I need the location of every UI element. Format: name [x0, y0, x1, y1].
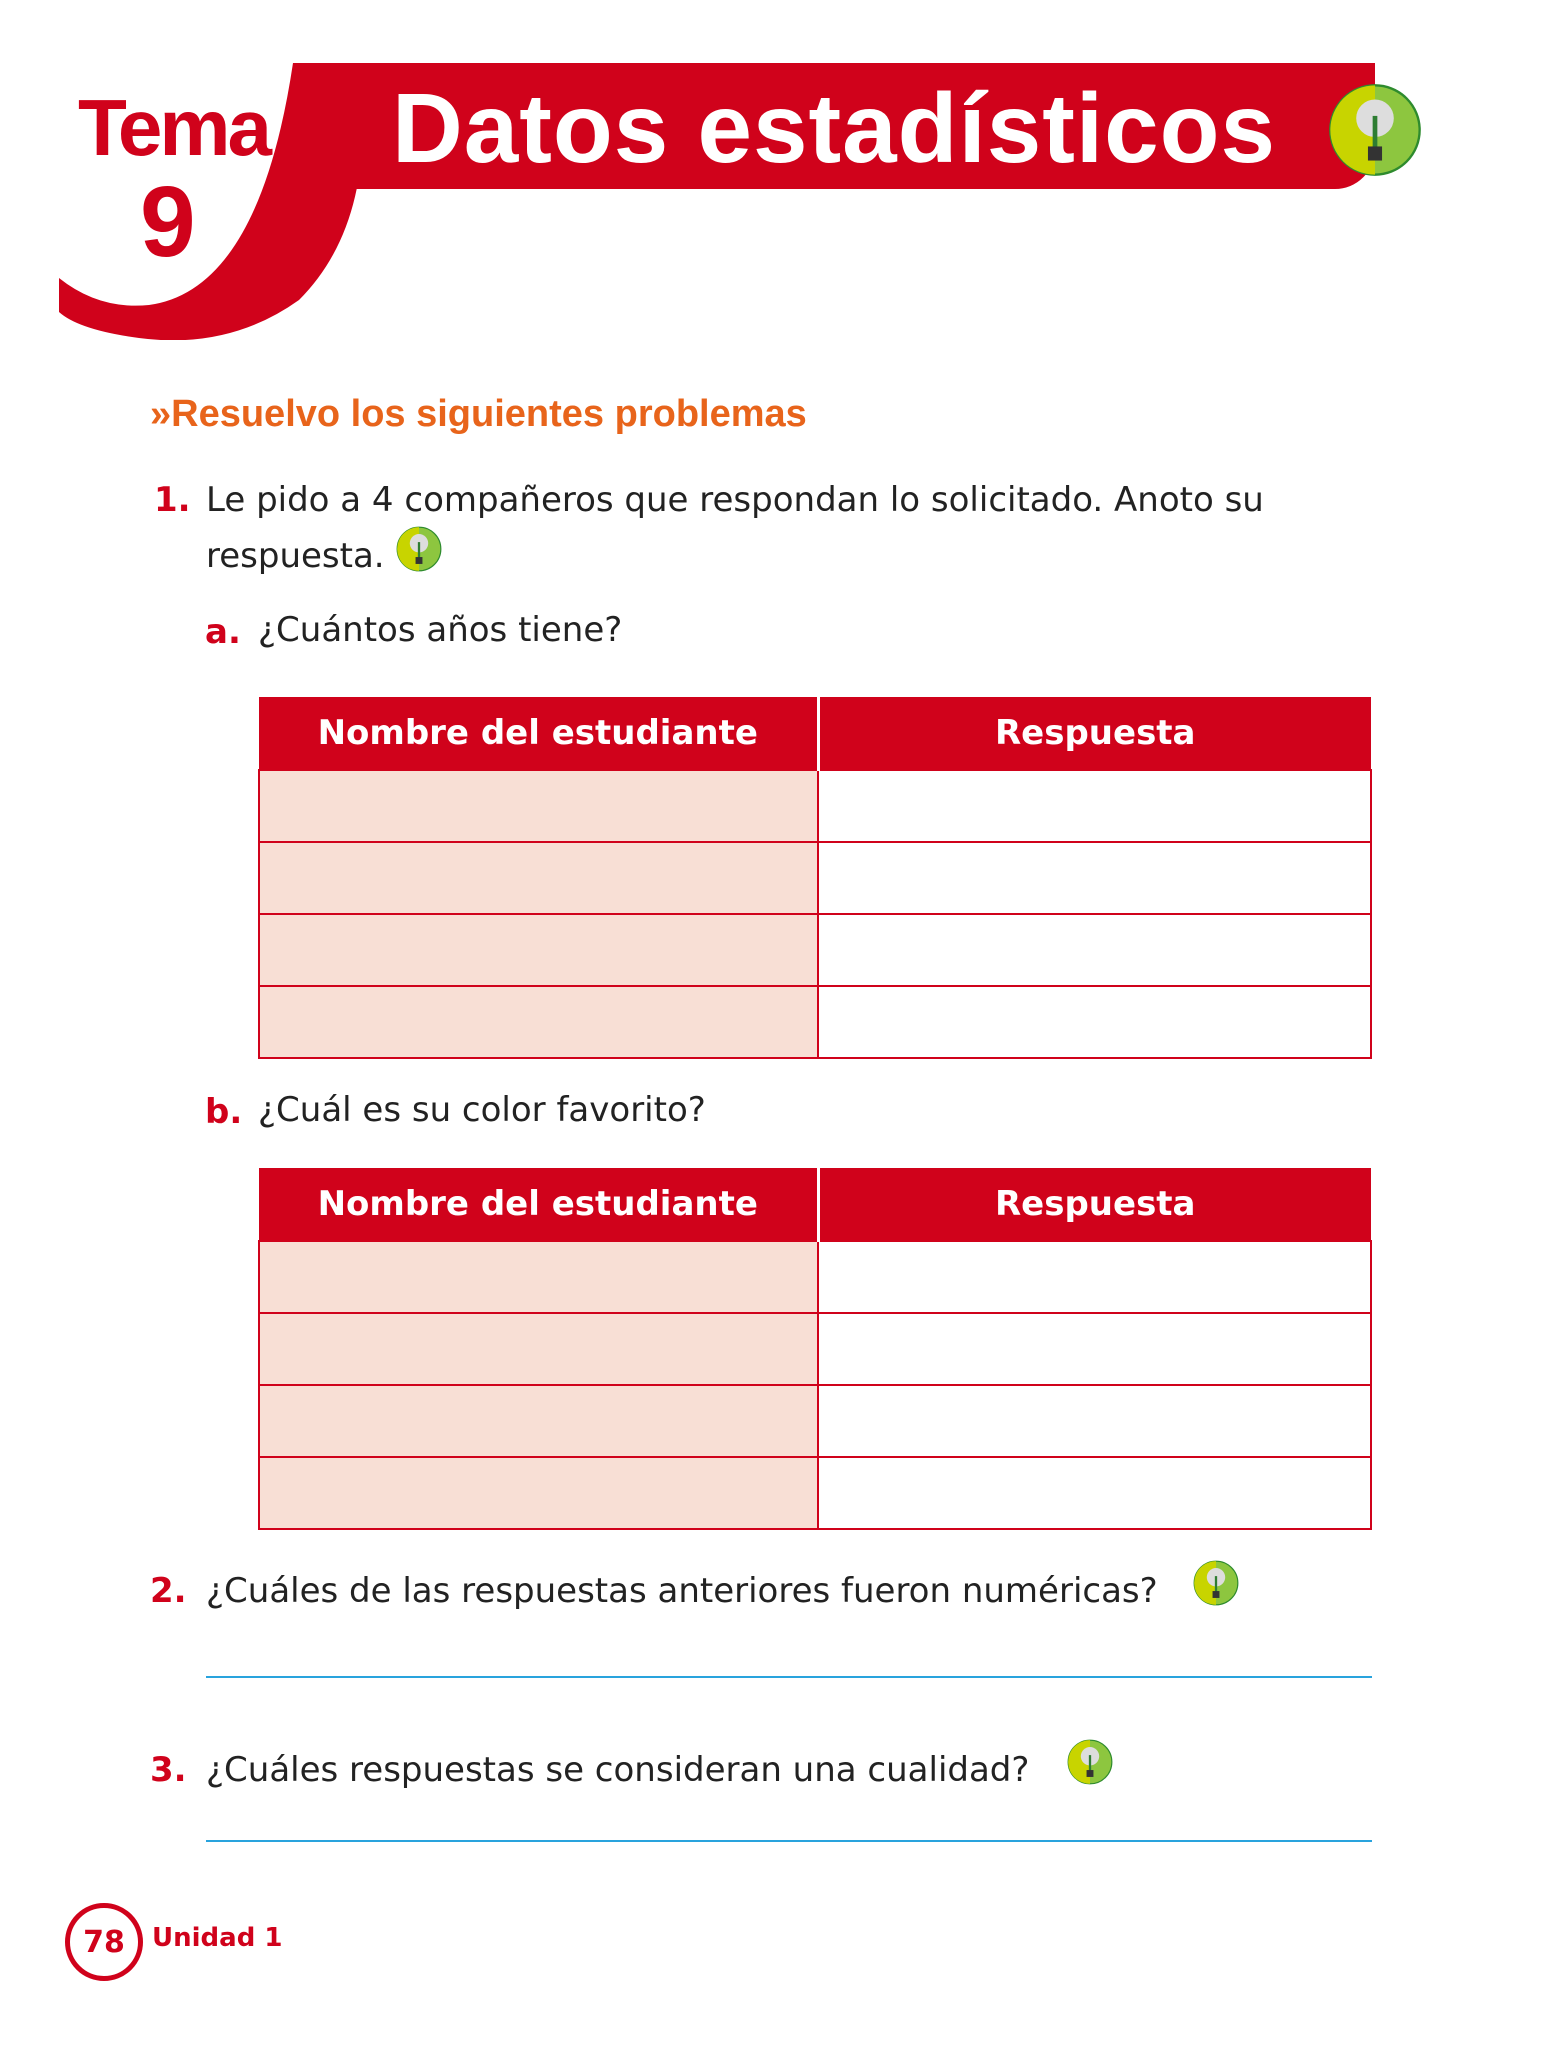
lightbulb-icon [1328, 83, 1422, 177]
color-table [258, 1168, 1372, 1530]
column-header-answer: Respuesta [818, 1168, 1371, 1241]
answer-cell[interactable] [818, 1241, 1371, 1313]
name-cell[interactable] [259, 986, 818, 1058]
item-2-number: 2. [150, 1571, 187, 1611]
tema-label: Tema [78, 83, 270, 172]
item-1-number: 1. [154, 480, 191, 520]
answer-cell[interactable] [818, 842, 1371, 914]
column-header-name: Nombre del estudiante [259, 697, 818, 770]
name-cell[interactable] [259, 914, 818, 986]
subitem-a-text: ¿Cuántos años tiene? [258, 610, 623, 650]
answer-cell[interactable] [818, 770, 1371, 842]
section-heading: »Resuelvo los siguientes problemas [150, 393, 807, 435]
tema-number: 9 [140, 166, 196, 278]
answer-line-3[interactable] [206, 1840, 1372, 1842]
subitem-b-text: ¿Cuál es su color favorito? [258, 1090, 706, 1130]
item-1-text: Le pido a 4 compañeros que respondan lo solicitado. Anoto su [206, 480, 1264, 520]
item-2-text: ¿Cuáles de las respuestas anteriores fueron numéricas? [206, 1571, 1158, 1611]
name-cell[interactable] [259, 842, 818, 914]
name-cell[interactable] [259, 1457, 818, 1529]
answer-line-2[interactable] [206, 1676, 1372, 1678]
answer-cell[interactable] [818, 1313, 1371, 1385]
table-row [259, 842, 1371, 914]
item-3-number: 3. [150, 1750, 187, 1790]
table-row [259, 914, 1371, 986]
lightbulb-icon [1067, 1739, 1113, 1785]
answer-cell[interactable] [818, 1385, 1371, 1457]
name-cell[interactable] [259, 1241, 818, 1313]
table-row [259, 986, 1371, 1058]
table-row [259, 1313, 1371, 1385]
item-3-text: ¿Cuáles respuestas se consideran una cualidad? [206, 1750, 1030, 1790]
lightbulb-icon [1193, 1560, 1239, 1606]
answer-cell[interactable] [818, 1457, 1371, 1529]
answer-cell[interactable] [818, 914, 1371, 986]
subitem-a-letter: a. [205, 612, 241, 652]
lightbulb-icon [396, 526, 442, 572]
table-row [259, 1457, 1371, 1529]
item-1-text-line2: respuesta. [206, 536, 385, 576]
page-title: Datos estadísticos [392, 73, 1276, 183]
table-row [259, 1241, 1371, 1313]
unit-label: Unidad 1 [152, 1923, 283, 1953]
name-cell[interactable] [259, 1385, 818, 1457]
answer-cell[interactable] [818, 986, 1371, 1058]
column-header-name: Nombre del estudiante [259, 1168, 818, 1241]
name-cell[interactable] [259, 1313, 818, 1385]
name-cell[interactable] [259, 770, 818, 842]
page-number: 78 [65, 1903, 143, 1981]
column-header-answer: Respuesta [818, 697, 1371, 770]
table-row [259, 770, 1371, 842]
table-row [259, 1385, 1371, 1457]
subitem-b-letter: b. [205, 1092, 243, 1132]
age-table [258, 697, 1372, 1059]
